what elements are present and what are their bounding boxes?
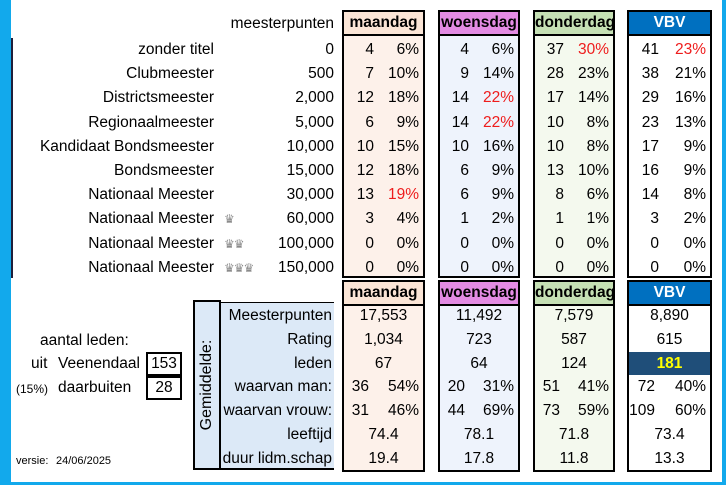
vbv-percent: 23% [674, 41, 706, 58]
averages-label-text: Gemiddelde: [198, 339, 215, 431]
vbv-stat-value: 181 [656, 354, 683, 372]
ma-stat-count: 36 [351, 378, 369, 396]
do-stat-value: 71.8 [558, 426, 590, 443]
wo-stat-percent: 31% [482, 378, 514, 396]
ma-percent: 9% [396, 113, 419, 131]
members-title: aantal leden: [40, 332, 129, 349]
wo-count: 4 [460, 41, 469, 58]
do-percent: 23% [577, 65, 609, 83]
rank-points: 150,000 [277, 258, 334, 276]
do-stat-percent: 59% [577, 402, 609, 420]
stat-label: waarvan man: [234, 378, 332, 396]
ma-count: 0 [365, 234, 374, 252]
wo-percent: 6% [491, 41, 514, 58]
wo-percent: 22% [482, 89, 514, 107]
do-count: 10 [546, 137, 564, 155]
rank-points: 60,000 [286, 210, 334, 228]
rank-points: 100,000 [277, 234, 334, 252]
rank-name: Nationaal Meester [88, 258, 214, 276]
ma-percent: 19% [387, 186, 419, 204]
vbv-count: 23 [641, 113, 659, 131]
do-stat-value: 7,579 [554, 307, 594, 324]
do-percent: 0% [586, 258, 609, 276]
wo-percent: 9% [491, 162, 514, 179]
rank-points: 15,000 [286, 162, 334, 179]
do-stat-value: 11.8 [559, 449, 589, 467]
ma-stat-value: 67 [374, 354, 393, 372]
vbv-count: 41 [641, 41, 659, 58]
do-count: 0 [555, 258, 564, 276]
ma-count: 12 [356, 162, 374, 179]
wo-stat-count: 44 [447, 402, 465, 420]
rank-points: 30,000 [286, 186, 334, 204]
vbv-stat-count: 72 [637, 378, 655, 396]
vbv-stat-percent: 40% [674, 378, 706, 396]
wo-header-stats: woensdag [438, 280, 520, 306]
wo-count: 0 [460, 258, 469, 276]
ma-count: 10 [356, 137, 374, 155]
crown-icon: ♛♛♛ [224, 260, 254, 275]
ma-count: 4 [365, 41, 374, 58]
vbv-percent: 0% [683, 234, 706, 252]
wo-count: 1 [460, 210, 469, 228]
wo-count: 0 [460, 234, 469, 252]
rank-points: 2,000 [295, 89, 334, 107]
version-date: 24/06/2025 [56, 455, 112, 467]
do-stat-value: 587 [561, 330, 587, 348]
vbv-header-stats: VBV [627, 280, 712, 306]
vbv-percent: 13% [674, 113, 706, 131]
ma-stat-percent: 54% [387, 378, 419, 396]
ma-percent: 15% [387, 137, 419, 155]
wo-count: 6 [460, 186, 469, 204]
do-percent: 14% [577, 89, 609, 107]
vbv-count: 17 [641, 137, 659, 155]
wo-header-ranks: woensdag [438, 10, 520, 36]
wo-percent: 16% [482, 137, 514, 155]
rank-name: Nationaal Meester [88, 234, 214, 252]
stat-label: Rating [287, 330, 332, 348]
do-percent: 30% [577, 41, 609, 58]
averages-vertical-label [193, 300, 221, 470]
wo-count: 6 [460, 162, 469, 179]
ma-stat-value: 74.4 [368, 426, 399, 443]
daarbuiten-label: daarbuiten [58, 379, 132, 396]
wo-stat-value: 723 [466, 330, 492, 348]
vbv-stat-value: 73.4 [654, 426, 685, 443]
wo-percent: 0% [491, 258, 514, 276]
stat-label: Meesterpunten [228, 307, 332, 324]
rank-name: zonder titel [138, 41, 214, 58]
vbv-count: 38 [641, 65, 659, 83]
rank-points: 0 [325, 41, 334, 58]
do-percent: 10% [577, 162, 609, 179]
ma-percent: 4% [396, 210, 419, 228]
ma-count: 3 [365, 210, 374, 228]
vbv-count: 16 [641, 162, 659, 179]
vbv-stat-value: 13.3 [654, 449, 685, 467]
version-label: versie: [16, 455, 49, 467]
vbv-percent: 21% [674, 65, 706, 83]
do-count: 8 [555, 186, 564, 204]
vbv-stat-value: 8,890 [650, 307, 689, 324]
percentage-label: (15%) [16, 382, 49, 396]
ma-count: 7 [365, 65, 374, 83]
rank-name: Kandidaat Bondsmeester [39, 137, 214, 155]
ma-percent: 0% [396, 258, 419, 276]
vbv-stat-percent: 60% [674, 402, 706, 420]
ma-percent: 10% [387, 65, 419, 83]
crown-icon: ♛♛ [224, 236, 244, 251]
wo-percent: 9% [491, 186, 514, 204]
wo-count: 14 [451, 113, 469, 131]
rank-name: Districtsmeester [102, 89, 214, 107]
do-stat-count: 73 [542, 402, 560, 420]
crown-icon: ♛ [224, 212, 234, 227]
daarbuiten-count: 28 [155, 379, 173, 396]
wo-stat-percent: 69% [482, 402, 514, 420]
do-percent: 8% [586, 113, 609, 131]
do-count: 1 [555, 210, 564, 228]
ma-count: 6 [365, 113, 374, 131]
stat-label: duur lidm.schap [222, 449, 332, 467]
rank-name: Bondsmeester [114, 162, 214, 179]
ma-stat-percent: 46% [387, 402, 419, 420]
vbv-percent: 16% [674, 89, 706, 107]
ma-stat-value: 19.4 [368, 449, 399, 467]
vbv-percent: 9% [683, 162, 706, 179]
left-border-line [11, 38, 13, 278]
rank-name: Clubmeester [126, 65, 214, 83]
stat-label: leeftijd [287, 426, 332, 443]
wo-stat-count: 20 [447, 378, 465, 396]
vbv-percent: 0% [683, 258, 706, 276]
ma-percent: 0% [396, 234, 419, 252]
stat-label: waarvan vrouw: [223, 402, 332, 420]
wo-stat-value: 11,492 [455, 307, 503, 324]
vbv-stat-count: 109 [629, 402, 655, 420]
veenendaal-count: 153 [151, 355, 177, 372]
do-stat-percent: 41% [577, 378, 609, 396]
veenendaal-label: Veenendaal [58, 355, 140, 372]
do-count: 13 [546, 162, 564, 179]
do-count: 17 [546, 89, 564, 107]
vbv-count: 0 [650, 258, 659, 276]
do-count: 0 [555, 234, 564, 252]
ma-count: 12 [356, 89, 374, 107]
do-count: 28 [546, 65, 564, 83]
rank-name: Regionaalmeester [88, 113, 214, 131]
wo-stat-value: 17.8 [463, 449, 495, 467]
wo-count: 9 [460, 65, 469, 83]
ma-count: 13 [356, 186, 374, 204]
vbv-header-ranks: VBV [627, 10, 712, 36]
ma-percent: 18% [387, 89, 419, 107]
ma-stat-value: 17,553 [359, 307, 408, 324]
rank-points: 5,000 [295, 113, 334, 131]
vbv-percent: 8% [683, 186, 706, 204]
rank-name: Nationaal Meester [88, 186, 214, 204]
ma-percent: 18% [387, 162, 419, 179]
do-count: 37 [546, 41, 564, 58]
ma-stat-value: 1,034 [364, 330, 403, 348]
vbv-count: 3 [650, 210, 659, 228]
wo-percent: 14% [482, 65, 514, 83]
rank-points: 10,000 [286, 137, 334, 155]
ma-stat-count: 31 [351, 402, 369, 420]
vbv-count: 29 [641, 89, 659, 107]
wo-percent: 22% [482, 113, 514, 131]
rank-name: Nationaal Meester [88, 210, 214, 228]
uit-label: uit [31, 355, 48, 372]
meesterpunten-header: meesterpunten [230, 15, 334, 32]
do-percent: 6% [586, 186, 609, 204]
do-percent: 1% [586, 210, 609, 228]
do-header-ranks: donderdag [533, 10, 615, 36]
rank-points: 500 [308, 65, 334, 83]
vbv-count: 0 [650, 234, 659, 252]
ma-header-ranks: maandag [342, 10, 425, 36]
do-stat-count: 51 [542, 378, 560, 396]
vbv-count: 14 [641, 186, 659, 204]
do-percent: 8% [586, 137, 609, 155]
wo-stat-value: 64 [470, 354, 488, 372]
wo-count: 10 [451, 137, 469, 155]
ma-percent: 6% [396, 41, 419, 58]
wo-percent: 0% [491, 234, 514, 252]
do-header-stats: donderdag [533, 280, 615, 306]
vbv-stat-value: 615 [656, 330, 683, 348]
wo-percent: 2% [491, 210, 514, 228]
wo-stat-value: 78.1 [463, 426, 495, 443]
vbv-percent: 9% [683, 137, 706, 155]
ma-count: 0 [365, 258, 374, 276]
do-stat-value: 124 [561, 354, 587, 372]
vbv-percent: 2% [683, 210, 706, 228]
stat-label: leden [294, 354, 332, 372]
ma-header-stats: maandag [342, 280, 425, 306]
do-percent: 0% [586, 234, 609, 252]
wo-count: 14 [451, 89, 469, 107]
do-count: 10 [546, 113, 564, 131]
